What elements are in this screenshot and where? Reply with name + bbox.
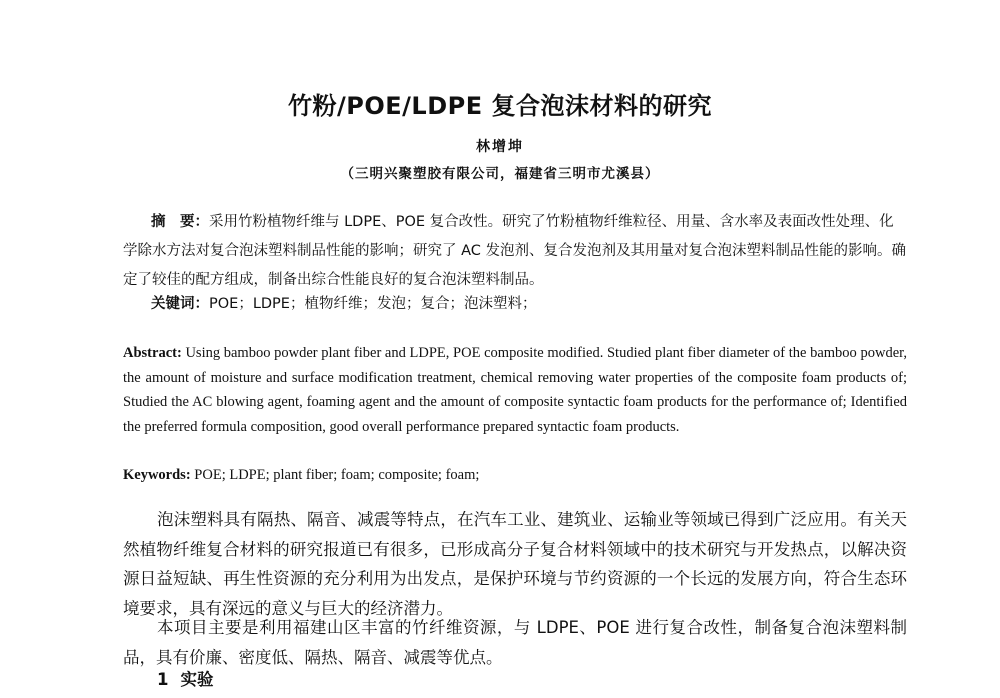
english-abstract-text: Using bamboo powder plant fiber and LDPE, POE composite modified. Studied plant fiber diameter of the bamboo powder, the amount of moisture and surface modification treatment, chemical removing water properties of the composite foam products of; Studied the AC blowing agent, foaming agent and the amount of composite syntactic foam products for the performance of; Identified the preferred formula composition, good overall performance prepared syntactic foam products. <box>123 345 907 435</box>
chinese-abstract <box>123 208 907 295</box>
chinese-abstract-label: 摘 要： <box>151 214 209 230</box>
chinese-keywords <box>123 290 907 319</box>
body-paragraph-2: 本项目主要是利用福建山区丰富的竹纤维资源，与 LDPE、POE 进行复合改性，制备复合泡沫塑料制品，具有价廉、密度低、隔热、隔音、减震等优点。 <box>123 618 907 667</box>
english-abstract <box>123 341 907 439</box>
affiliation: （三明兴聚塑胶有限公司，福建省三明市尤溪县） <box>340 166 660 182</box>
chinese-keywords-label: 关键词： <box>151 296 209 312</box>
english-keywords-label: Keywords: <box>123 467 191 483</box>
author-name: 林增坤 <box>476 139 524 155</box>
section-heading <box>157 666 213 690</box>
english-abstract-label: Abstract: <box>123 345 182 361</box>
chinese-keywords-text: POE；LDPE；植物纤维；发泡；复合；泡沫塑料； <box>209 296 537 312</box>
chinese-abstract-text: 采用竹粉植物纤维与 LDPE、POE 复合改性。研究了竹粉植物纤维粒径、用量、含水率及表面改性处理、化学除水方法对复合泡沫塑料制品性能的影响；研究了 AC 发泡剂、复合发泡剂及其用量对复合泡沫塑料制品性能的影响。确定了较佳的配方组成，制备出综合性能良好的复合泡沫塑料制品。 <box>123 214 907 288</box>
section-title: 实验 <box>180 670 214 689</box>
paper-title: 竹粉/POE/LDPE 复合泡沫材料的研究 <box>288 92 712 120</box>
english-keywords <box>123 463 907 487</box>
section-number: 1 <box>157 670 169 689</box>
body-paragraph-1: 泡沫塑料具有隔热、隔音、减震等特点，在汽车工业、建筑业、运输业等领域已得到广泛应用。有关天然植物纤维复合材料的研究报道已有很多，已形成高分子复合材料领域中的技术研究与开发热点，以解决资源日益短缺、再生性资源的充分利用为出发点，是保护环境与节约资源的一个长远的发展方向，符合生态环境要求，具有深远的意义与巨大的经济潜力。 <box>123 510 907 618</box>
english-keywords-text: POE; LDPE; plant fiber; foam; composite; foam; <box>194 467 480 483</box>
